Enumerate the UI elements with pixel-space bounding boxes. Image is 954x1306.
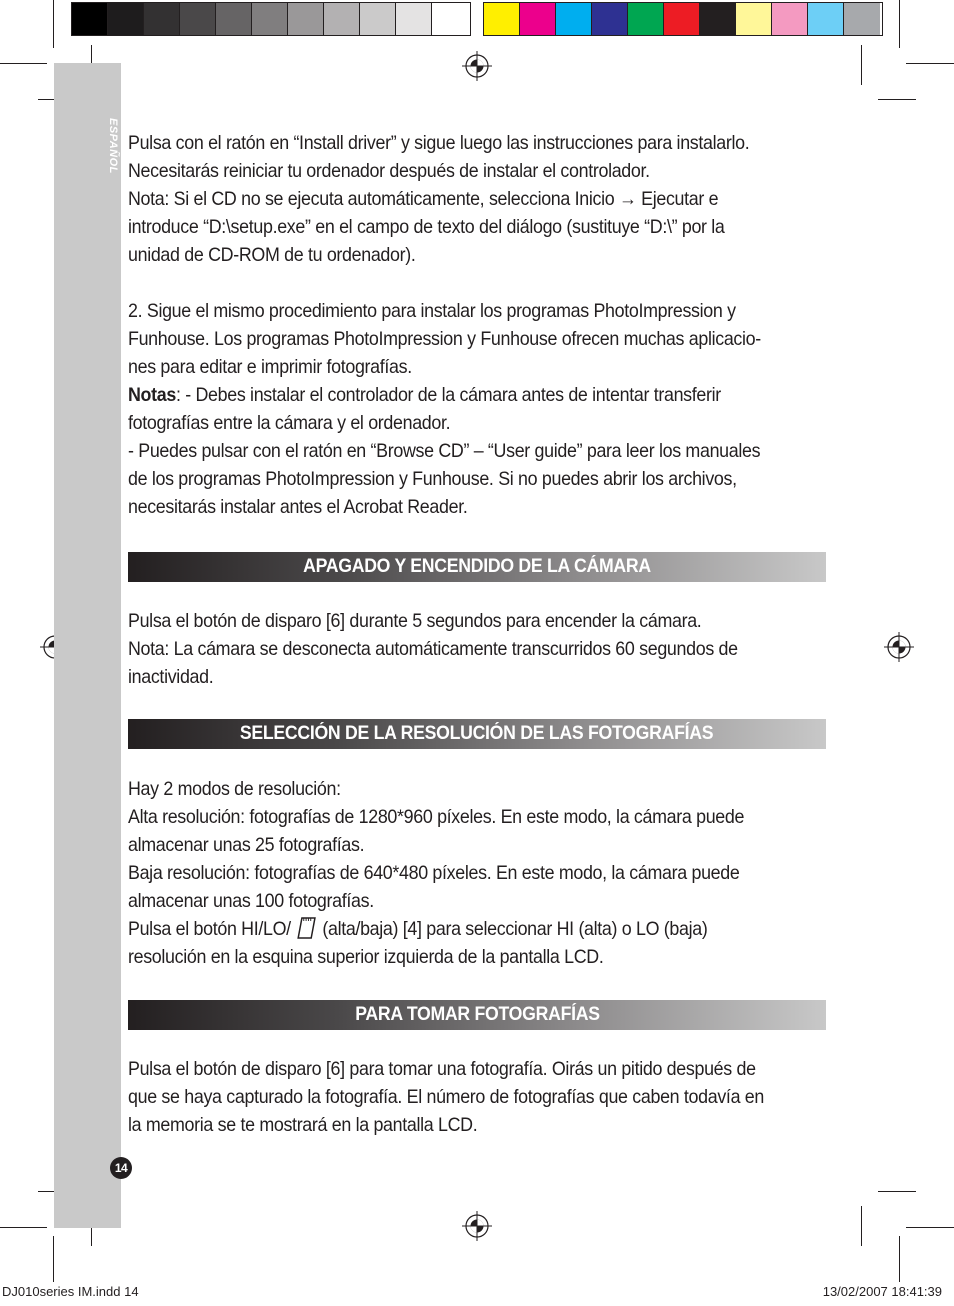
color-swatch	[772, 3, 808, 35]
crop-mark	[0, 63, 47, 64]
grayscale-color-bar	[71, 2, 471, 36]
crop-mark	[878, 99, 916, 100]
side-tab	[54, 63, 121, 1228]
registration-mark-icon	[884, 632, 914, 662]
crop-mark	[906, 63, 954, 64]
crop-mark	[899, 0, 900, 48]
color-swatch	[844, 3, 880, 35]
paragraph: 2. Sigue el mismo procedimiento para instalar los programas PhotoImpression y Funhouse. Los programas PhotoImpression y Funhouse ofrecen muchas aplicacio-nes para editar e imprimir fotografías.	[128, 301, 761, 378]
color-swatch	[736, 3, 772, 35]
registration-mark-icon	[462, 1211, 492, 1241]
paragraph: Baja resolución: fotografías de 640*480 píxeles. En este modo, la cámara puede almacenar unas 100 fotografías.	[128, 863, 740, 912]
color-swatch	[592, 3, 628, 35]
text-run: Pulsa el botón HI/LO/	[128, 919, 296, 940]
color-swatch	[432, 3, 468, 35]
footer-filename: DJ010series IM.indd 14	[2, 1284, 139, 1299]
notes-text: : - Debes instalar el controlador de la cámara antes de intentar transferir fotografías entre la cámara y el ordenador.	[128, 385, 721, 434]
crop-mark	[53, 0, 54, 48]
crop-mark	[0, 1227, 47, 1228]
paragraph: Hay 2 modos de resolución:	[128, 779, 341, 800]
color-swatch	[520, 3, 556, 35]
color-swatch	[72, 3, 108, 35]
crop-mark	[861, 45, 862, 85]
color-swatch	[288, 3, 324, 35]
color-swatch	[700, 3, 736, 35]
color-swatch	[180, 3, 216, 35]
paragraph: Alta resolución: fotografías de 1280*960 píxeles. En este modo, la cámara puede almacenar unas 25 fotografías.	[128, 807, 745, 856]
language-label: ESPAÑOL	[107, 118, 119, 174]
crop-mark	[861, 1206, 862, 1246]
paragraph: Nota: La cámara se desconecta automáticamente transcurridos 60 segundos de inactividad.	[128, 639, 738, 688]
color-swatch	[252, 3, 288, 35]
section-heading-text: APAGADO Y ENCENDIDO DE LA CÁMARA	[303, 556, 651, 577]
crop-mark	[53, 1236, 54, 1282]
color-swatch	[628, 3, 664, 35]
process-color-bar	[483, 2, 883, 36]
crop-mark	[878, 1191, 916, 1192]
paragraph: Pulsa el botón de disparo [6] para tomar una fotografía. Oirás un pitido después de que se haya capturado la fotografía. El número de fotografías que caben todavía en la memoria se te mostrará en la pantalla LCD.	[128, 1059, 765, 1136]
section-photo-text	[128, 1056, 779, 1140]
color-swatch	[324, 3, 360, 35]
section-resolution-text	[128, 776, 779, 972]
color-swatch	[396, 3, 432, 35]
crop-mark	[906, 1227, 954, 1228]
memory-card-icon	[295, 916, 317, 940]
color-swatch	[556, 3, 592, 35]
paragraph: Pulsa con el ratón en “Install driver” y sigue luego las instrucciones para instalarlo. Necesitarás reiniciar tu ordenador después de instalar el controlador.	[128, 133, 750, 182]
intro-text	[128, 130, 779, 522]
color-swatch	[216, 3, 252, 35]
section-power-text	[128, 608, 779, 692]
color-swatch	[808, 3, 844, 35]
section-heading	[128, 552, 826, 582]
paragraph: - Puedes pulsar con el ratón en “Browse CD” – “User guide” para leer los manuales de los programas PhotoImpression y Funhouse. Si no puedes abrir los archivos, necesitarás instalar antes el Acrobat Reader.	[128, 441, 761, 518]
paragraph: Pulsa el botón de disparo [6] durante 5 segundos para encender la cámara.	[128, 611, 702, 632]
crop-mark	[899, 1236, 900, 1282]
color-swatch	[360, 3, 396, 35]
section-heading	[128, 1000, 826, 1030]
section-heading-text: SELECCIÓN DE LA RESOLUCIÓN DE LAS FOTOGRAFÍAS	[240, 723, 714, 744]
page-number: 14	[110, 1157, 132, 1179]
color-swatch	[108, 3, 144, 35]
paragraph	[128, 916, 779, 972]
notes-paragraph	[128, 382, 779, 438]
section-heading	[128, 719, 826, 749]
color-swatch	[484, 3, 520, 35]
notes-label: Notas	[128, 385, 176, 406]
text-run: (alta/baja) [4] para seleccionar HI (alta) o LO (baja) resolución en la esquina superior izquierda de la pantalla LCD.	[128, 919, 708, 968]
paragraph: Nota: Si el CD no se ejecuta automáticamente, selecciona Inicio → Ejecutar e introduce “D:\setup.exe” en el campo de texto del diálogo (sustituye “D:\” por la unidad de CD-ROM de tu ordenador).	[128, 189, 725, 266]
color-swatch	[664, 3, 700, 35]
color-swatch	[144, 3, 180, 35]
footer-timestamp: 13/02/2007 18:41:39	[822, 1284, 942, 1299]
registration-mark-icon	[462, 51, 492, 81]
section-heading-text: PARA TOMAR FOTOGRAFÍAS	[354, 1004, 600, 1025]
